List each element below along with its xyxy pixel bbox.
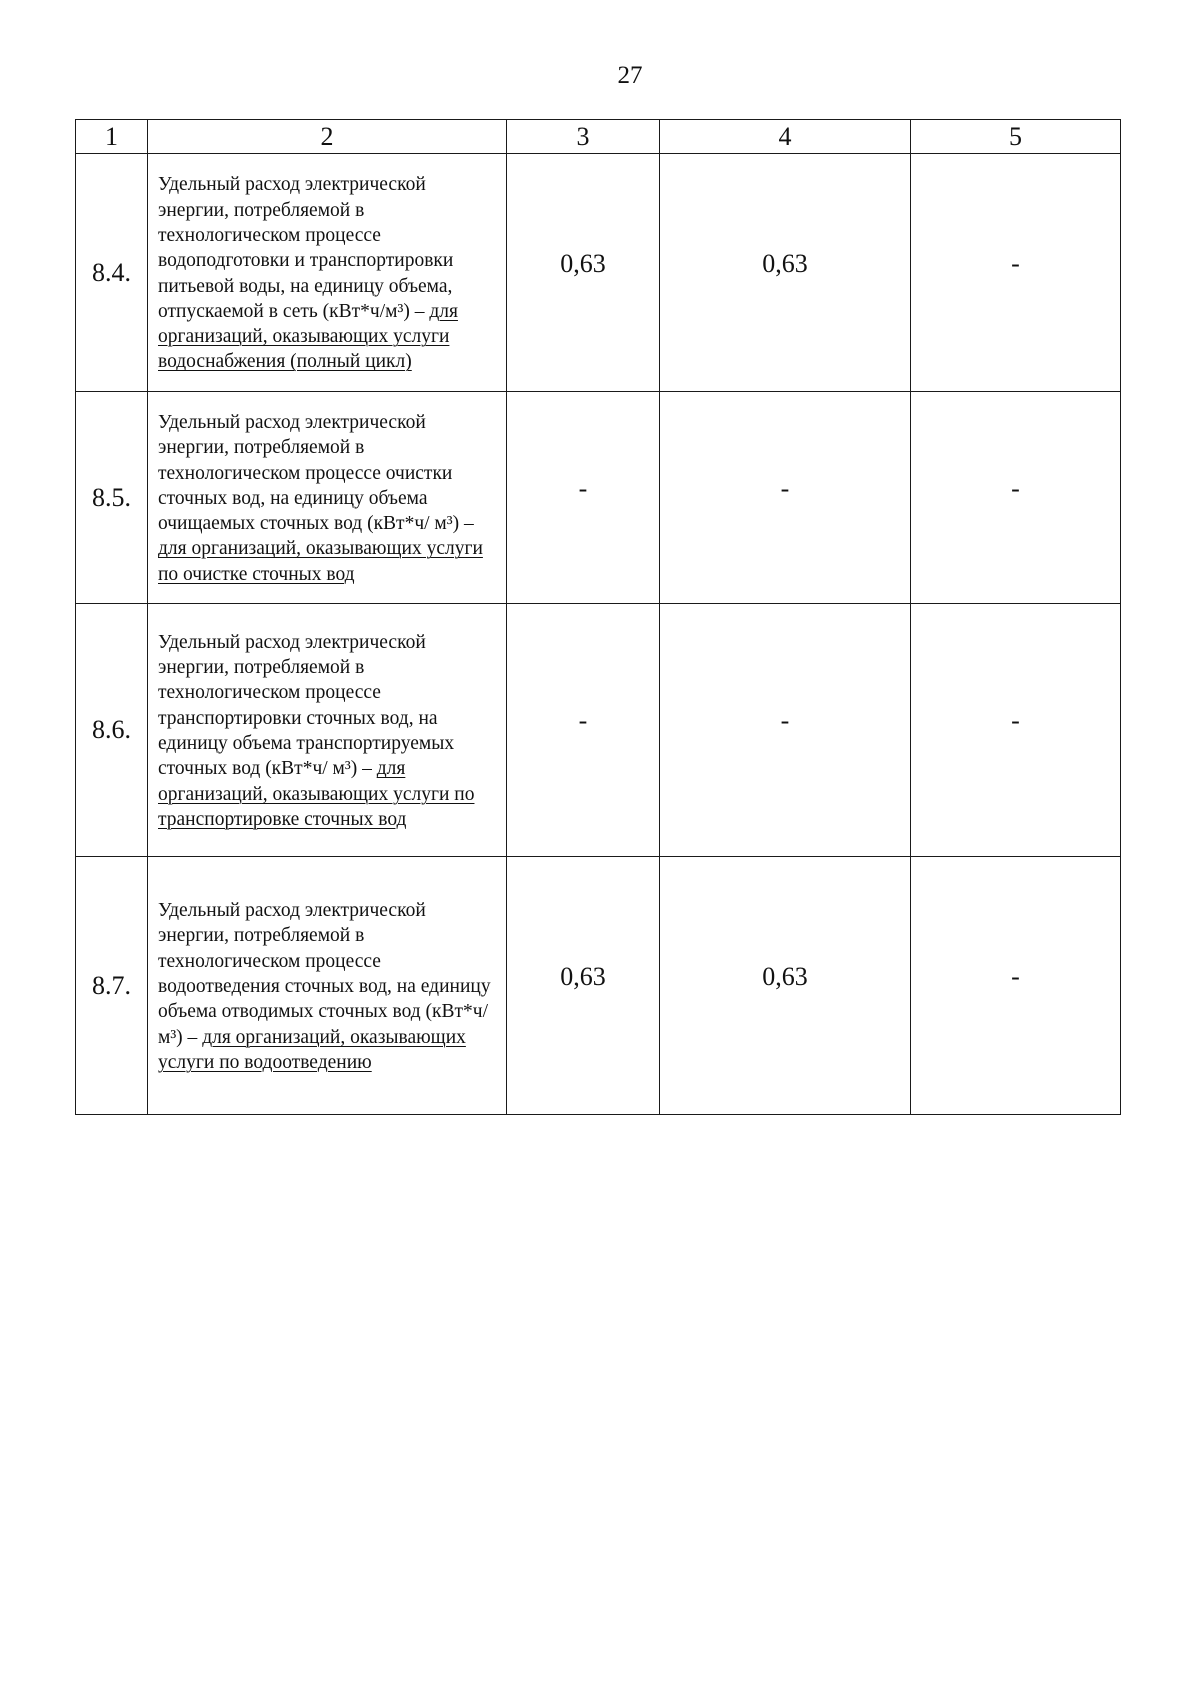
description-scope: для организаций, оказывающих услуги водоснабжения (полный цикл): [158, 300, 458, 373]
page-number: 27: [617, 62, 643, 89]
header-col-1: 1: [76, 120, 148, 154]
value-col-5: -: [911, 604, 1121, 857]
row-description: [148, 604, 507, 857]
table-row: [76, 154, 1121, 392]
description-text: Удельный расход электрической энергии, потребляемой в технологическом процессе очистки сточных вод, на единицу объема очищаемых сточных вод (кВт*ч/ м³) –: [158, 412, 474, 535]
description-text: Удельный расход электрической энергии, потребляемой в технологическом процессе водоподготовки и транспортировки питьевой воды, на единицу объема, отпускаемой в сеть (кВт*ч/м³) –: [158, 174, 454, 322]
row-number: 8.5.: [76, 392, 148, 604]
table-row: [76, 604, 1121, 857]
indicator-table: [75, 119, 1121, 1115]
description-scope: для организаций, оказывающих услуги по очистке сточных вод: [158, 538, 483, 585]
value-col-4: 0,63: [660, 857, 911, 1115]
value-col-3: 0,63: [507, 154, 660, 392]
description-text: Удельный расход электрической энергии, потребляемой в технологическом процессе транспортировки сточных вод, на единицу объема транспортируемых сточных вод (кВт*ч/ м³) –: [158, 631, 455, 780]
value-col-5: -: [911, 154, 1121, 392]
table-header-row: [76, 120, 1121, 154]
row-number: 8.7.: [76, 857, 148, 1115]
description-scope: для организаций, оказывающих услуги по водоотведению: [158, 1026, 466, 1073]
value-col-5: -: [911, 392, 1121, 604]
row-number: 8.4.: [76, 154, 148, 392]
value-col-3: -: [507, 392, 660, 604]
description-text: Удельный расход электрической энергии, потребляемой в технологическом процессе водоотведения сточных вод, на единицу объема отводимых сточных вод (кВт*ч/ м³) –: [158, 900, 491, 1048]
row-description: [148, 392, 507, 604]
header-col-2: 2: [148, 120, 507, 154]
value-col-3: 0,63: [507, 857, 660, 1115]
row-description: [148, 154, 507, 392]
value-col-5: -: [911, 857, 1121, 1115]
table-row: [76, 392, 1121, 604]
value-col-3: -: [507, 604, 660, 857]
header-col-5: 5: [911, 120, 1121, 154]
header-col-3: 3: [507, 120, 660, 154]
row-number: 8.6.: [76, 604, 148, 857]
row-description: [148, 857, 507, 1115]
description-scope: для организаций, оказывающих услуги по транспортировке сточных вод: [158, 758, 475, 830]
table-row: [76, 857, 1121, 1115]
value-col-4: -: [660, 392, 911, 604]
header-col-4: 4: [660, 120, 911, 154]
value-col-4: -: [660, 604, 911, 857]
value-col-4: 0,63: [660, 154, 911, 392]
